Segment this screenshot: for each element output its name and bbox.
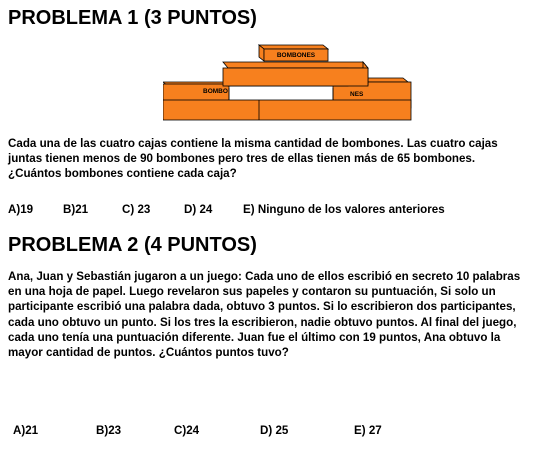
box-left-label: BOMBO — [203, 88, 228, 95]
problem-2-title: PROBLEMA 2 (4 PUNTOS) — [8, 234, 257, 256]
bombones-boxes-figure — [163, 40, 413, 122]
problem-2-option-e: E) 27 — [354, 424, 382, 437]
problem-2-option-b: B)23 — [96, 424, 122, 437]
problem-1-option-a: A)19 — [8, 203, 34, 216]
box-top-label: BOMBONES — [276, 52, 316, 59]
box-middle — [223, 62, 368, 86]
problem-2-text: Ana, Juan y Sebastián jugaron a un juego: Cada uno de ellos escribió en secreto 10 palabras en una hoja de papel. Luego revelaron sus papeles y contaron su puntuación, Si solo un participante escribió una palabra dada, obtuvo 3 puntos. Si lo escribieron dos participantes, cada uno obtuvo un punto. Si los tres la escribieron, nadie obtuvo puntos. Al final del juego, cada uno tenía una puntuación diferente. Juan fue el último con 19 puntos, Ana obtuvo la mayor cantidad de puntos. ¿Cuántos puntos tuvo? — [8, 270, 521, 360]
problem-1-option-c: C) 23 — [122, 203, 151, 216]
problem-1-option-b: B)21 — [63, 203, 89, 216]
problem-1-option-e: E) Ninguno de los valores anteriores — [243, 203, 445, 216]
problem-2-option-d: D) 25 — [260, 424, 289, 437]
problem-1-title: PROBLEMA 1 (3 PUNTOS) — [8, 7, 257, 29]
box-top — [259, 45, 328, 61]
problem-2-option-a: A)21 — [13, 424, 39, 437]
problem-1-text: Cada una de las cuatro cajas contiene la misma cantidad de bombones. Las cuatro cajas juntas tienen menos de 90 bombones pero tres de ellas tienen más de 65 bombones. ¿Cuántos bombones contiene cada caja? — [8, 137, 498, 181]
problem-2-option-c: C)24 — [174, 424, 200, 437]
box-right-label: NES — [350, 91, 364, 98]
problem-1-option-d: D) 24 — [184, 203, 213, 216]
boxes-illustration — [163, 40, 413, 122]
